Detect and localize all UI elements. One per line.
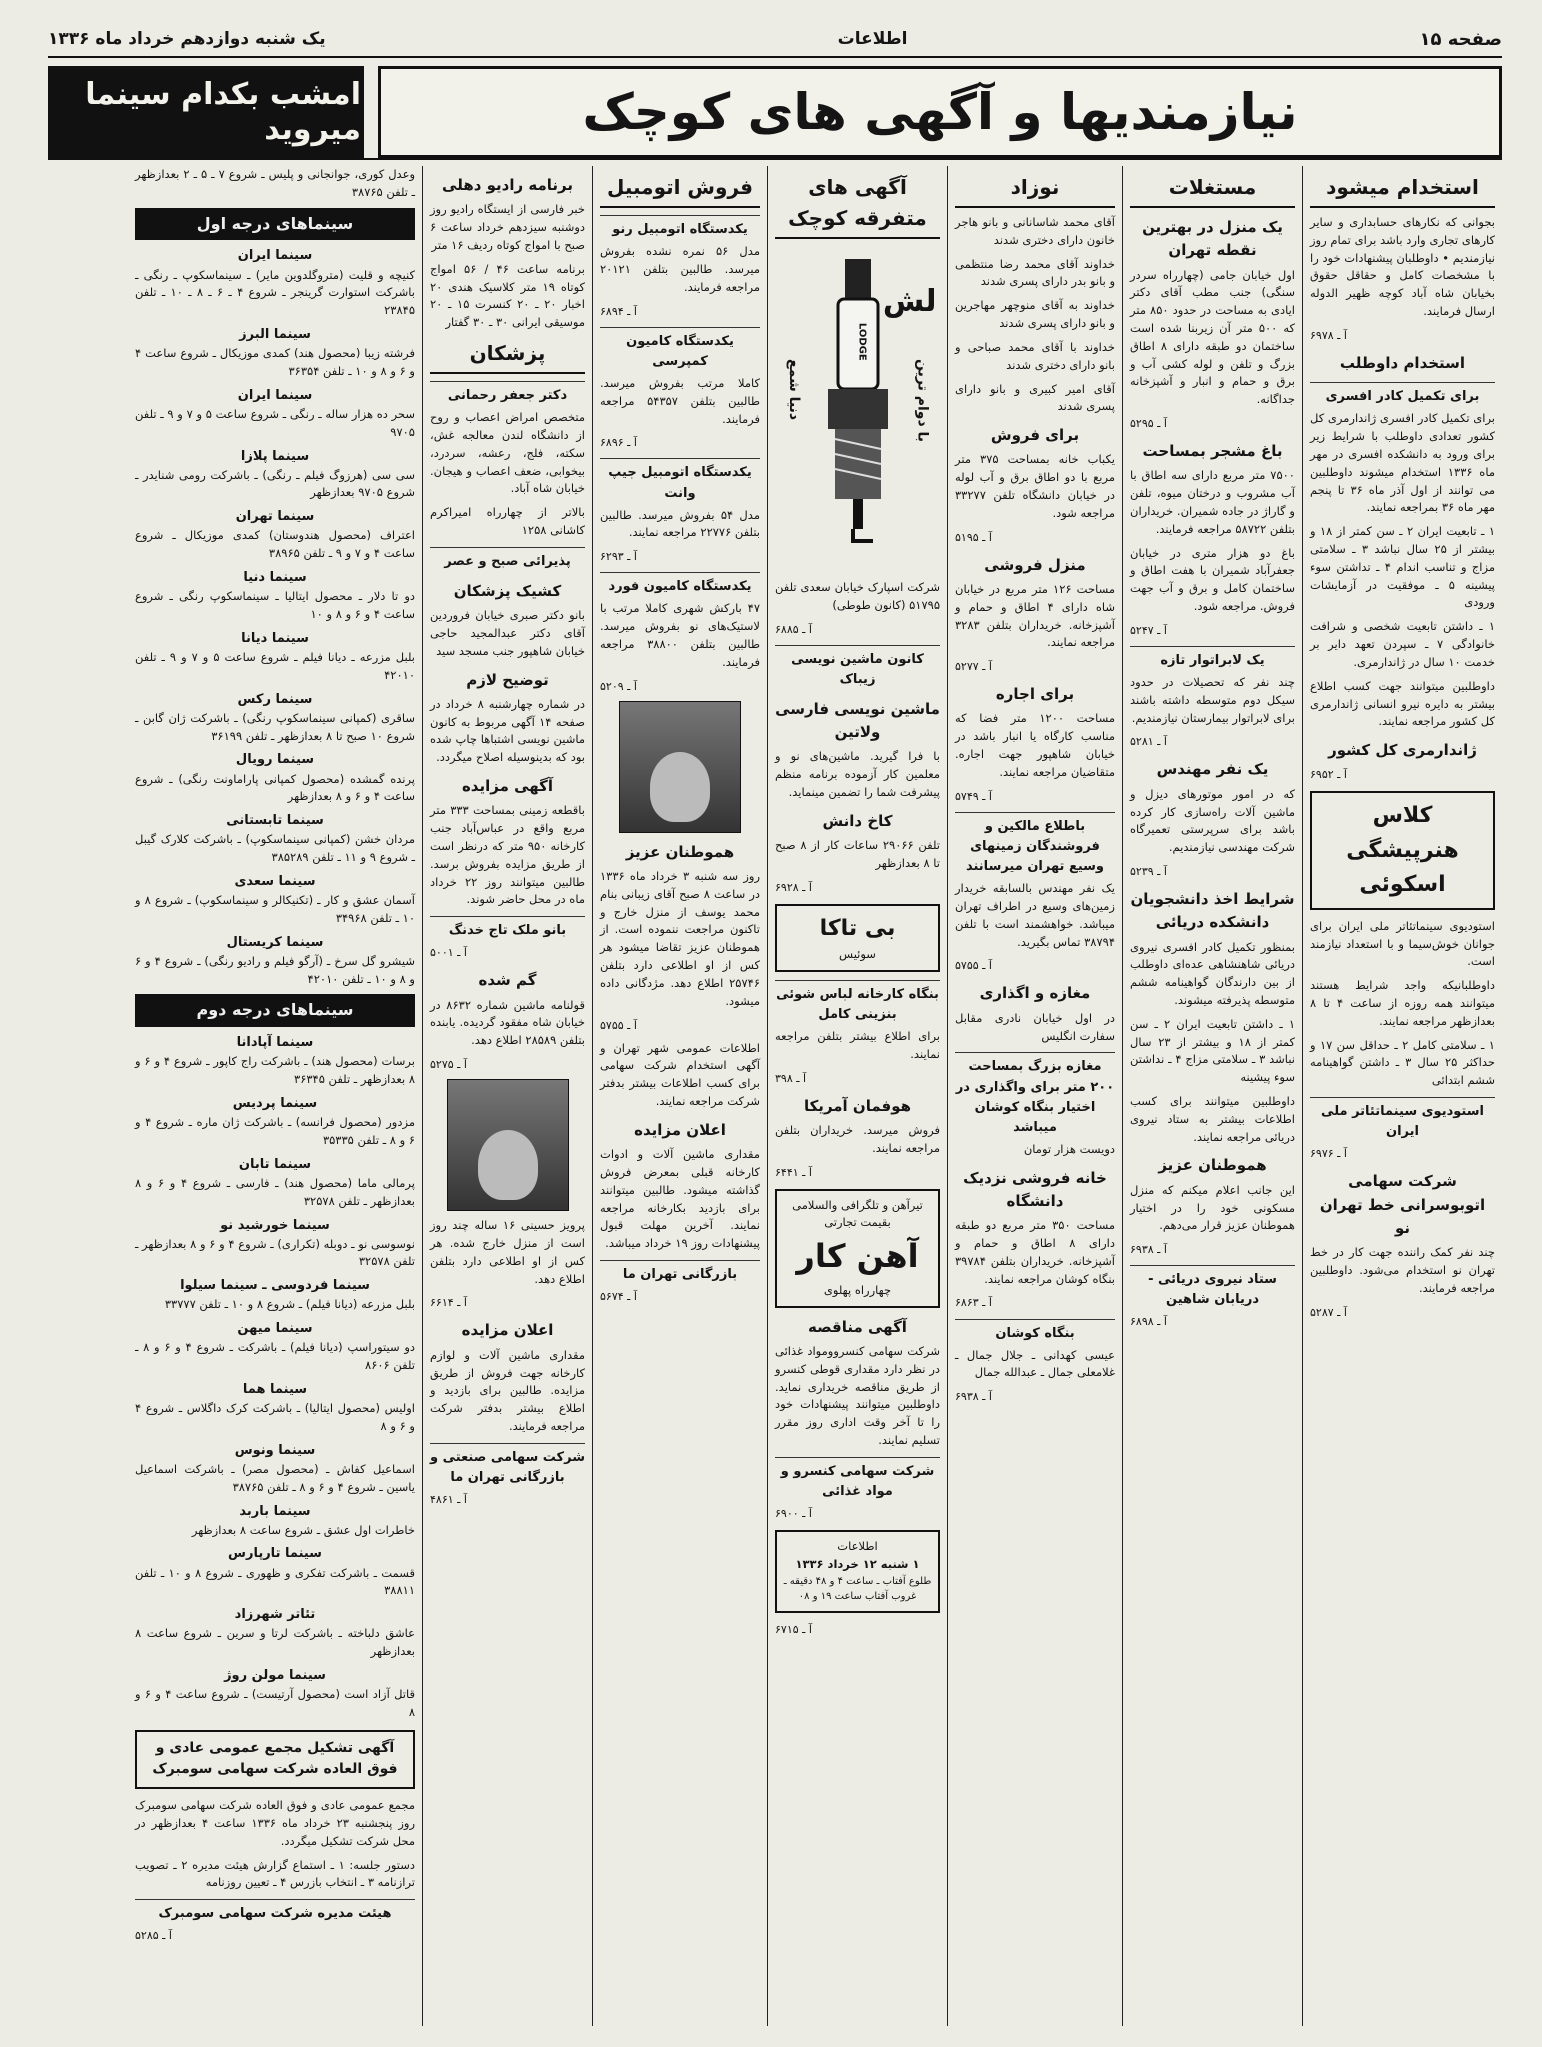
ad-code: آ ـ ۵۷۵۵ — [600, 1018, 637, 1032]
ad-heading: برای اجاره — [995, 685, 1075, 704]
ad-heading: مغازه و اگذاری — [979, 984, 1091, 1003]
cinema-program: پرنده گمشده (محصول کمپانی پاراماونت رنگی) ـ شروع ساعت ۴ و ۶ و ۸ بعدازظهر — [135, 771, 415, 804]
cinema-name: سینما باربد — [239, 1503, 311, 1519]
calendar-box — [775, 1530, 940, 1613]
ad-heading: باغ مشجر بمساحت — [1142, 442, 1283, 461]
ad-text: چند نفر که تحصیلات در حدود سیکل دوم متوسطه داشته باشند برای لابراتوار بیمارستان نیازمندیم. — [1130, 674, 1295, 725]
ad-text: چند نفر کمک راننده جهت کار در خط تهران نو استخدام می‌شود. داوطلبین مراجعه فرمایند. — [1310, 1245, 1495, 1295]
cinema-program: عاشق دلباخته ـ باشرکت لرتا و سرین ـ شروع ساعت ۸ بعدازظهر — [135, 1626, 415, 1659]
ad-text: داوطلبانیکه واجد شرایط هستند میتوانند همه روزه از ساعت ۴ تا ۸ بعدازظهر مراجعه نمایند. — [1310, 978, 1496, 1028]
cinema-listing — [135, 246, 415, 320]
page-number: صفحه ۱۵ — [1419, 28, 1502, 50]
ad-heading: یکدستگاه کامیون فورد — [600, 572, 760, 597]
plug-slogan: دنیا شمع — [786, 359, 803, 421]
ad-code: آ ـ ۵۶۷۴ — [600, 1290, 637, 1304]
steel-ad — [775, 1189, 940, 1308]
cinema-listing — [135, 325, 415, 381]
ad-code: آ ـ ۶۹۷۶ — [1310, 1147, 1347, 1161]
ad-code: آ ـ ۵۲۹۵ — [1130, 417, 1167, 430]
birth-notice: آقای محمد شاسانانی و بانو هاجر خانون دارای دختری شدند — [955, 215, 1115, 247]
cinema-program: بلبل مزرعه (دیانا فیلم) ـ شروع ۸ و ۱۰ ـ تلفن ۳۳۷۷۷ — [164, 1297, 415, 1312]
cinema-program: اسماعیل کفاش ـ (محصول مصر) ـ باشرکت اسماعیل یاسین ـ شروع ۴ و ۶ و ۸ ـ تلفن ۳۸۷۶۵ — [135, 1461, 415, 1494]
cinema-listing — [135, 690, 415, 746]
ad-subheading: مغازه بزرگ بمساحت ۲۰۰ متر برای واگذاری در اختیار بنگاه کوشان میباشد — [955, 1052, 1115, 1138]
ad-text: یک نفر مهندس بالسابقه خریدار زمین‌های وسیع در اطراف تهران میباشد. خواهشمند است با تلفن ۳۸۷۹۴ تماس بگیرید. — [955, 881, 1115, 949]
ad-text: متخصص امراض اعصاب و روح از دانشگاه لندن معالجه غش، سکته، فلج، رعشه، سردرد، بیخوابی، ضعف اعصاب و هیجان. خیابان شاه آباد. — [430, 410, 585, 496]
ad-code: آ ـ ۵۲۰۹ — [600, 679, 637, 693]
cinema-listing — [135, 1216, 415, 1272]
cinema-program: ساقری (کمپانی سینماسکوپ رنگی) ـ باشرکت ژان گابن ـ شروع ۱۰ صبح تا ۸ بعدازظهر ـ تلفن ۳۶۱۹۹ — [135, 710, 415, 743]
column-employment — [1302, 166, 1502, 2026]
ad-text: در اول خیابان نادری مقابل سفارت انگلیس — [955, 1010, 1115, 1043]
ad-code: آ ـ ۶۸۹۸ — [1130, 1315, 1167, 1329]
cinema-listing — [135, 1605, 415, 1661]
cinema-listing — [135, 750, 415, 806]
cinema-name: سینما فردوسی ـ سینما سیلوا — [180, 1278, 370, 1294]
ad-heading: منزل فروشی — [984, 555, 1086, 574]
cinema-banner — [48, 66, 364, 158]
ad-code: آ ـ ۶۹۷۸ — [1310, 328, 1347, 342]
cinema-program: کنیچه و قلیت (متروگلدوین مایر) ـ سینماسکوپ ـ رنگی ـ باشرکت استوارت گرینجر ـ شروع ۴ ـ ۶ ـ ۸ ـ ۱۰ ـ تلفن ۲۳۸۴۵ — [135, 267, 415, 318]
cinema-program: مردان خشن (کمپانی سینماسکوپ) ـ باشرکت کلارک گیبل ـ شروع ۹ و ۱۱ ـ تلفن ۳۸۵۲۸۹ — [135, 832, 415, 865]
classifieds-title: نیازمندیها و آگهی های کوچک — [582, 83, 1298, 141]
cinema-program: سی سی (هرزوگ فیلم ـ رنگی) ـ باشرکت رومی شنایدر ـ شروع ۹۷۰۵ بعدازظهر — [135, 467, 415, 500]
cinema-listing — [135, 1319, 415, 1375]
cinema-listing — [135, 1544, 415, 1600]
ad-heading: هوفمان آمریکا — [803, 1096, 912, 1115]
cinema-listing — [135, 447, 415, 503]
classifieds-banner — [378, 66, 1502, 158]
cinema-name: سینما تابستانی — [226, 813, 324, 829]
cinema-program: پرمالی ماما (محصول هند) ـ فارسی ـ شروع ۴ و ۶ و ۸ بعدازظهر ـ تلفن ۳۲۵۷۸ — [135, 1175, 415, 1208]
portrait-photo — [447, 1079, 569, 1211]
ad-text: برای تکمیل کادر افسری ژاندارمری کل کشور تعدادی داوطلب با شرایط زیر برای ورود به دانشکده افسری در مهر ماه ۱۳۳۶ استخدام میشوند داوطلبین می توانند از اول آذر ماه ۳۶ تا پنجم مهر ماه ۳۶ بمراجعه نمایند. — [1310, 411, 1495, 515]
brand-origin: سوئیس — [839, 946, 876, 961]
spark-plug-ad — [783, 249, 937, 569]
ad-code: آ ـ ۵۲۴۷ — [1130, 623, 1167, 637]
section-heading: برنامه رادیو دهلی — [442, 176, 573, 194]
cinema-listing — [135, 629, 415, 685]
ad-text: ۱ ـ داشتن تابعیت ایران ۲ ـ سن کمتر از ۱۸ و بیشتر از ۲۳ سال نباشد ۳ ـ سلامتی مزاج ۴ ـ نداشتن سوء پیشینه — [1130, 1016, 1296, 1085]
ad-text: بمنظور تکمیل کادر افسری نیروی دریائی شاهنشاهی عده‌ای داوطلب از بین دارندگان گواهینامه ششم متوسطه پذیرفته میشوند. — [1130, 939, 1295, 1007]
ad-text: این جانب اعلام میکنم که منزل مسکونی خود را در اختیار هموطنان عزیز قرار می‌دهم. — [1130, 1182, 1295, 1233]
page-header — [48, 22, 1502, 58]
ad-text: دستور جلسه: ۱ ـ استماع گزارش هیئت مدیره ۲ ـ تصویب ترازنامه ۳ ـ انتخاب بازرس ۴ ـ تعیین روزنامه — [135, 1857, 416, 1890]
ad-heading: کلاس هنرپیشگی اسکوئی — [1346, 803, 1459, 897]
ad-text: برای اطلاع بیشتر بتلفن مراجعه نمایند. — [775, 1029, 940, 1061]
ad-code: آ ـ ۶۸۹۴ — [600, 304, 637, 318]
ad-text: مدل ۵۴ بفروش میرسد. طالبین بتلفن ۲۲۷۷۶ مراجعه نمایند. — [600, 507, 760, 540]
ad-text: مساحت ۱۲۶ متر مربع در خیابان شاه دارای ۴ اطاق و حمام و آشپزخانه. خریداران بتلفن ۳۲۸۳ مراجعه نمایند. — [955, 581, 1115, 650]
cinema-program: دو تا دلار ـ محصول ایتالیا ـ سینماسکوپ رنگی ـ شروع ساعت ۴ و ۶ و ۸ و ۱۰ — [135, 589, 415, 622]
ad-text: بجوانی که نکارهای حسابداری و سایر کارهای تجاری وارد باشد برای تمام روز نیازمندیم • داوطلبان پیشنهادات خود را با مشخصات کامل و حقاقل حقوق بخیابان شاه آباد کوچه ظهیر الدوله ارسال فرمایند. — [1310, 215, 1495, 319]
cinema-listing — [135, 1276, 415, 1314]
ad-heading: خانه فروشی نزدیک دانشگاه — [963, 1168, 1107, 1210]
cinema-name: سینما میهن — [237, 1321, 313, 1337]
ad-code: آ ـ ۶۶۱۴ — [430, 1296, 467, 1310]
ad-code: آ ـ ۶۷۱۵ — [775, 1622, 812, 1636]
ad-text: عیسی کهدانی ـ جلال جمال ـ غلامعلی جمال ـ عبدالله جمال — [955, 1347, 1115, 1380]
ad-code: آ ـ ۶۹۳۸ — [955, 1390, 992, 1404]
ad-subheading: بقیمت تجارتی — [824, 1215, 891, 1230]
column-vehicles — [592, 166, 767, 2026]
cinema-name: سینما مولن روژ — [224, 1668, 326, 1684]
cinema-program: شیشرو گل سرخ ـ (آرگو فیلم و رادیو رنگی) ـ شروع ۴ و ۶ و ۸ و ۱۰ ـ تلفن ۴۲۰۱۰ — [135, 953, 415, 986]
ad-text: استودیوی سینماتئاتر ملی ایران برای جوانان خوش‌سیما و با استعداد نیازمند است. — [1310, 918, 1495, 969]
ad-text: ۱ ـ سلامتی کامل ۲ ـ حداقل سن ۱۷ و حداکثر ۲۵ سال ۳ ـ داشتن گواهینامه ششم ابتدائی — [1310, 1037, 1495, 1088]
cinema-name: سینما پلازا — [240, 448, 310, 464]
columns — [48, 166, 1502, 2026]
birth-notice: خداوند آقای محمد رضا منتظمی و بانو بدر دارای پسری شدند — [955, 256, 1115, 289]
ad-text: شرکت سهامی کنسروومواد غذائی در نظر دارد مقداری قوطی کنسرو از طریق مناقصه خریداری نماید. داوطلبین میتوانند پیشنهادات خود را تا آخر وقت اداری روز مقرر تسلیم نمایند. — [775, 1343, 940, 1447]
ad-text: در شماره چهارشنبه ۸ خرداد در صفحه ۱۴ آگهی مربوط به کانون ماشین نویسی اشتباها چاپ شده بود که بدینوسیله اصلاح میگردد. — [430, 696, 585, 765]
ad-heading: کانون ماشین نویسی زیباک — [775, 645, 940, 690]
section-heading: سینماهای درجه دوم — [135, 994, 415, 1027]
ad-heading: یکدستگاه کامیون کمپرسی — [600, 327, 760, 372]
ad-heading: هموطنان عزیز — [625, 842, 735, 861]
cinema-program: دو سیتوراسپ (دیانا فیلم) ـ باشرکت ـ شروع ۴ و ۶ و ۸ ـ تلفن ۸۶۰۶ — [135, 1340, 415, 1373]
ad-code: آ ـ ۵۲۷۷ — [955, 660, 992, 674]
section-heading: پزشکان — [430, 338, 585, 374]
ad-heading: گم شده — [478, 971, 537, 990]
sun-times: طلوع آفتاب ـ ساعت ۴ و ۴۸ دقیقه ـ غروب آفتاب ساعت ۱۹ و ۰۸ — [783, 1575, 932, 1603]
meeting-notice — [135, 1730, 415, 1789]
ad-heading: توضیح لازم — [466, 670, 549, 689]
ad-text: مقداری ماشین آلات و ادوات کارخانه قبلی بمعرض فروش گذاشته میشود. طالبین میتوانند برای بازدید بکارخانه مراجعه نمایند. آخرین مهلت قبول پیشنهادات روز ۱۹ خرداد میباشد. — [600, 1147, 760, 1251]
cinema-program: قاتل آزاد است (محصول آرتیست) ـ شروع ساعت ۴ و ۶ و ۸ — [135, 1687, 415, 1719]
ad-heading: یک نفر مهندس — [1156, 760, 1269, 779]
cinema-program: نوسوسی نو ـ دوبله (تکراری) ـ شروع ۴ و ۶ و ۸ بعدازظهر ـ تلفن ۳۲۵۷۸ — [135, 1236, 415, 1269]
brand-name: بی تاکا — [819, 915, 896, 941]
bata-ad — [775, 904, 940, 972]
plug-brand: LODGE — [856, 322, 868, 361]
ad-text: کاملا مرتب بفروش میرسد. طالبین بتلفن ۵۴۳۵۷ مراجعه فرمایند. — [600, 375, 761, 426]
newspaper-name: اطلاعات — [837, 29, 908, 49]
ad-text: بالاتر از چهارراه امیراکرم کاشانی ۱۲۵۸ — [430, 505, 585, 537]
cinema-listing — [135, 933, 415, 989]
stamp-text: اطلاعات — [837, 1539, 878, 1554]
ad-text: مدل ۵۶ نمره نشده بفروش میرسد. طالبین بتلفن ۲۰۱۲۱ مراجعه فرمایند. — [600, 244, 760, 294]
ad-heading: یک لابراتوار تازه — [1130, 646, 1295, 671]
cinema-listing — [135, 1094, 415, 1150]
column-misc-ads — [767, 166, 947, 2026]
cinema-listing — [135, 1155, 415, 1211]
cinema-list-second — [135, 1033, 415, 1722]
portrait-head — [478, 1130, 538, 1200]
ad-box — [1310, 791, 1495, 909]
birth-notice: آقای امیر کبیری و بانو دارای پسری شدند — [955, 381, 1115, 414]
ad-signature: هیئت مدیره شرکت سهامی سومبرک — [135, 1899, 415, 1924]
cinema-listing — [135, 568, 415, 624]
ad-heading: آگهی تشکیل مجمع عمومی عادی و فوق العاده شرکت سهامی سومبرک — [152, 1739, 398, 1778]
ad-text: با فرا گیرید. ماشین‌های نو و معلمین کار آزموده برنامه منظم پیشرفت شما را تضمین مینماید. — [775, 749, 940, 800]
cinema-program: خاطرات اول عشق ـ شروع ساعت ۸ بعدازظهر — [191, 1522, 415, 1537]
ad-heading: اعلان مزایده — [461, 1321, 554, 1340]
cinema-name: سینما خورشید نو — [220, 1217, 330, 1233]
ad-text: مساحت ۱۲۰۰ متر فضا که مناسب کارگاه یا انبار باشد در خیابان شاهپور جهت اجاره. متقاضیان مراجعه نمایند. — [955, 711, 1115, 779]
ad-signature: ژاندارمری کل کشور — [1328, 741, 1477, 760]
ad-text: که در امور موتورهای دیزل و ماشین آلات راه‌سازی کار کرده باشد برای سرپرستی تعمیرگاه شرکت مهندسی نیازمندیم. — [1130, 786, 1295, 855]
ad-text: پرویز حسینی ۱۶ ساله چند روز است از منزل خارج شده. هر کس از او اطلاعی دارد بتلفن اطلاع دهد. — [430, 1218, 585, 1286]
ad-heading: شرایط اخذ دانشجویان دانشکده دریائی — [1130, 890, 1295, 932]
cinema-listing — [135, 1033, 415, 1089]
cinema-name: سینما ایران — [237, 387, 313, 403]
ad-text: داوطلبین میتوانند برای کسب اطلاعات بیشتر به ستاد نیروی دریائی مراجعه نمایند. — [1130, 1094, 1295, 1144]
ad-signature: شرکت سهامی کنسرو و مواد غذائی — [775, 1457, 940, 1502]
cinema-listing — [135, 811, 415, 867]
ad-code: آ ـ ۶۸۶۳ — [955, 1296, 992, 1310]
section-heading: مستغلات — [1130, 172, 1295, 208]
ad-code: آ ـ ۶۲۹۳ — [600, 550, 637, 564]
cinema-listing — [135, 1380, 415, 1436]
cinema-name: سینما تابان — [238, 1156, 312, 1172]
calendar-date: ۱ شنبه ۱۲ خرداد ۱۳۳۶ — [795, 1556, 920, 1571]
ad-text: تلفن ۲۹۰۶۶ ساعات کار از ۸ صبح تا ۸ بعدازظهر — [775, 838, 940, 870]
cinema-name: سینما تارپارس — [228, 1546, 322, 1562]
ad-text: ۷۵۰۰ متر مربع دارای سه اطاق با آب مشروب و درختان میوه، تلفن و گاراژ در جاده شمیران. خریداران بتلفن ۵۸۷۲۲ مراجعه فرمایند. — [1130, 468, 1295, 536]
ad-subheading: چهارراه پهلوی — [823, 1282, 892, 1297]
ad-text: ۴۷ بارکش شهری کاملا مرتب با لاستیک‌های نو بفروش میرسد. طالبین بتلفن ۳۸۸۰۰ مراجعه فرمایند. — [600, 601, 761, 669]
ad-text: ۱ ـ داشتن تابعیت شخصی و شرافت خانوادگی ۷ ـ سپردن تعهد دایر بر خدمت ۱۰ سال در ژاندارمری. — [1310, 619, 1495, 669]
ad-text: مجمع عمومی عادی و فوق العاده شرکت سهامی سومبرک روز پنجشنبه ۲۳ خرداد ماه ۱۳۳۶ ساعت ۴ بعدازظهر در محل شرکت تشکیل میگردد. — [135, 1798, 415, 1848]
ad-text: باغ دو هزار متری در خیابان جعفرآباد شمیران با هفت اطاق و ساختمان کامل و برق و آب جهت فروش. مراجعه شود. — [1130, 545, 1295, 613]
ad-heading: کشیک پزشکان — [453, 581, 562, 600]
ad-text: قولنامه ماشین شماره ۸۶۳۲ در خیابان شاه مفقود گردیده. یابنده بتلفن ۲۸۵۸۹ اطلاع دهد. — [430, 997, 585, 1048]
banner-row — [48, 66, 1502, 160]
cinema-name: سینما دیانا — [241, 630, 309, 646]
cinema-name: سینما رکس — [237, 691, 313, 707]
cinema-program: بلبل مزرعه ـ دیانا فیلم ـ شروع ساعت ۵ و ۷ و ۹ ـ تلفن ۴۲۰۱۰ — [135, 649, 415, 682]
column-cinemas — [128, 166, 422, 2026]
ad-code: آ ـ ۵۷۵۵ — [955, 959, 992, 973]
section-heading: آگهی های متفرقه کوچک — [775, 172, 940, 239]
ad-text: یکباب خانه بمساحت ۳۷۵ متر مربع با دو اطاق برق و آب لوله در خیابان دانشگاه تلفن ۳۳۲۷۷ مراجعه شود. — [955, 452, 1115, 520]
ad-code: آ ـ ۶۸۹۶ — [600, 436, 637, 450]
ad-text: ۱ ـ تابعیت ایران ۲ ـ سن کمتر از ۱۸ و بیشتر از ۲۵ سال نباشد ۳ ـ سلامتی مزاج و تناسب اندام ۴ ـ تداشتن سوء پیشینه ۵ ـ موفقیت در آزمایشات ورودی — [1310, 524, 1495, 610]
ad-code: آ ـ ۵۲۳۹ — [1130, 864, 1167, 878]
cinema-program: فرشته زیبا (محصول هند) کمدی موزیکال ـ شروع ساعت ۴ و ۶ و ۸ و ۱۰ ـ تلفن ۳۶۳۵۴ — [135, 346, 415, 378]
cinema-name: سینما تهران — [235, 509, 315, 525]
ad-text: دویست هزار تومان — [1023, 1141, 1115, 1156]
cinema-program: اعتراف (محصول هندوستان) کمدی موزیکال ـ شروع ساعت ۴ و ۷ و ۹ ـ تلفن ۳۸۹۶۵ — [135, 528, 415, 561]
ad-signature: ستاد نیروی دریائی - دریابان شاهین — [1130, 1265, 1295, 1310]
ad-text: برنامه ساعت ۴۶ / ۵۶ امواج کوتاه ۱۹ متر کلاسیک هندی ۲۰ اخبار ۲۰ ـ ۲۰ کنسرت ۱۵ ـ ۲۰ موسیقی ایرانی ۳۰ ـ ۳۰ گفتار — [430, 261, 586, 330]
section-heading: سینماهای درجه اول — [135, 208, 415, 241]
ad-code: آ ـ ۵۰۰۱ — [430, 946, 467, 960]
ad-text: بانو دکتر صبری خیابان فروردین آقای دکتر عبدالمجید حاجی خیابان شاهپور جنب مسجد سید — [430, 608, 585, 658]
ad-heading: آگهی مناقصه — [808, 1317, 907, 1336]
ad-subheading: تیرآهن و تلگرافی والسلامی — [792, 1197, 923, 1212]
ad-heading: شرکت سهامی اتوبوسرانی خط تهران نو — [1319, 1172, 1486, 1237]
cinema-name: سینما ونوس — [234, 1442, 316, 1458]
cinema-name: سینما سعدی — [234, 873, 316, 889]
cinema-name: سینما دنیا — [243, 570, 307, 586]
cinema-listing — [135, 1502, 415, 1540]
ad-text: شرکت اسپارک خیابان سعدی تلفن ۵۱۷۹۵ (کانون طوطی) — [775, 580, 940, 612]
cinema-list-first — [135, 246, 415, 988]
ad-text: روز سه شنبه ۳ خرداد ماه ۱۳۳۶ در ساعت ۸ صبح آقای زیبانی بنام محمد یوسف از منزل خارج و تاکنون مراجعت ننموده است. از هموطنان عزیز تقاضا میشود هر کس از او اطلاعی دارد بتلفن ۲۵۷۴۶ اطلاع دهد. مژدگانی داده میشود. — [600, 869, 760, 1008]
birth-notice: خداوند با آقای محمد صباحی و بانو دارای دختری شدند — [955, 339, 1115, 372]
ad-code: آ ـ ۶۸۸۵ — [775, 622, 812, 636]
ad-code: آ ـ ۶۹۵۲ — [1310, 768, 1347, 782]
ad-signature: شرکت سهامی صنعتی و بازرگانی تهران ما — [430, 1443, 585, 1488]
ad-signature: بانو ملک تاج خدنگ — [430, 916, 585, 941]
portrait-head — [650, 752, 710, 822]
ad-heading: ماشین نویسی فارسی ولاتین — [775, 699, 940, 742]
ad-code: آ ـ ۴۸۶۱ — [430, 1493, 467, 1507]
column-real-estate — [1122, 166, 1302, 2026]
ad-code: آ ـ ۵۱۹۵ — [955, 530, 992, 544]
ad-signature: بنگاه کوشان — [955, 1319, 1115, 1344]
ad-text: مساحت ۳۵۰ متر مربع دو طبقه دارای ۸ اطاق و حمام و آشپزخانه. خریداران بتلفن ۳۹۷۸۴ بنگاه کوشان مراجعه نمایند. — [955, 1218, 1115, 1286]
portrait-photo — [619, 701, 741, 833]
ad-heading: آگهی مزایده — [461, 777, 554, 796]
cinema-listing — [135, 1666, 415, 1722]
ad-code: آ ـ ۵۲۷۵ — [430, 1058, 467, 1072]
cinema-program: سحر ده هزار ساله ـ رنگی ـ شروع ساعت ۵ و ۷ و ۹ ـ تلفن ۹۷۰۵ — [135, 406, 415, 439]
cinema-program: برسات (محصول هند) ـ باشرکت راج کاپور ـ شروع ۴ و ۶ و ۸ بعدازظهر ـ تلفن ۳۶۳۴۵ — [135, 1054, 415, 1087]
cinema-name: تئاتر شهرزاد — [234, 1607, 316, 1623]
ad-signature: بازرگانی تهران ما — [600, 1260, 760, 1285]
ad-heading: استخدام داوطلب — [1339, 353, 1466, 372]
ad-heading: هموطنان عزیز — [1158, 1156, 1267, 1175]
ad-text: داوطلبین میتوانند جهت کسب اطلاع بیشتر به دایره نیرو انسانی ژاندارمری کل کشور مراجعه نمایند. — [1310, 678, 1495, 729]
brand-name: آهن کار — [796, 1237, 919, 1276]
ad-text: اول خیابان جامی (چهارراه سردر سنگی) جنب مطب آقای دکتر ایادی به مساحت در حدود ۸۵۰ متر که ۵۰۰ متر آن زیربنا شده است ساختمان دو طبقه دارای ۸ اطاق بزرگ و تلفن و لوله کشی آب و برق و حمام و انبار و آشپزخانه جداگانه. — [1130, 267, 1296, 407]
cinema-listing — [135, 1441, 415, 1497]
ad-text: اطلاعات عمومی شهر تهران و آگهی استخدام شرکت سهامی برای کسب اطلاعات بیشتر بدفتر شرکت مراجعه نمایند. — [600, 1040, 760, 1109]
issue-date: یک شنبه دوازدهم خرداد ماه ۱۳۳۶ — [48, 29, 326, 49]
ad-heading: یکدستگاه اتومبیل رنو — [600, 215, 760, 240]
ad-heading: دکتر جعفر رحمانی — [430, 381, 585, 406]
section-heading: فروش اتومبیل — [600, 172, 760, 208]
cinema-name: سینما پردیس — [232, 1095, 318, 1111]
ad-code: آ ـ ۳۹۸ — [775, 1071, 807, 1085]
ad-heading: اعلان مزایده — [634, 1120, 726, 1139]
cinema-listing — [135, 386, 415, 442]
cinema-title: امشب بکدام سینما میروید — [85, 77, 361, 147]
ad-text: مقداری ماشین آلات و لوازم کارخانه جهت فروش از طریق مزایده. طالبین برای بازدید و اطلاع بیشتر بدفتر شرکت مراجعه فرمایند. — [430, 1347, 585, 1433]
cinema-name: سینما آپادانا — [236, 1035, 314, 1051]
ad-signature: استودیوی سینماتئاتر ملی ایران — [1310, 1097, 1495, 1142]
ad-code: آ ـ ۶۹۳۸ — [1130, 1243, 1167, 1257]
ad-heading: بنگاه کارخانه لباس شوئی بنزینی کامل — [775, 980, 940, 1025]
plug-slogan: با دوام ترین — [914, 359, 931, 443]
cinema-program: آسمان عشق و کار ـ (تکنیکالر و سینماسکوپ) ـ شروع ۸ و ۱۰ ـ تلفن ۳۴۹۶۸ — [135, 893, 415, 925]
ad-code: آ ـ ۶۹۲۸ — [775, 880, 812, 894]
ad-code: آ ـ ۵۲۸۷ — [1310, 1305, 1347, 1319]
cinema-program: اولیس (محصول ایتالیا) ـ باشرکت کرک داگلاس ـ شروع ۴ و ۶ و ۸ — [135, 1401, 415, 1433]
cinema-name: سینما رویال — [235, 752, 315, 768]
cinema-program: مزدور (محصول فرانسه) ـ باشرکت ژان ماره ـ شروع ۴ و ۶ و ۸ ـ تلفن ۳۵۳۳۵ — [135, 1115, 415, 1147]
ad-text: فروش میرسد. خریداران بتلفن مراجعه نمایند. — [775, 1122, 940, 1155]
ad-heading: باطلاع مالکین و فروشندگان زمینهای وسیع تهران میرسانند — [955, 812, 1115, 877]
ad-text: وعدل کوری، جوانجانی و پلیس ـ شروع ۷ ـ ۵ ـ ۲ بعدازظهر ـ تلفن ۳۸۷۶۵ — [135, 167, 416, 199]
ad-heading: یکدستگاه اتومبیل جیپ وانت — [600, 458, 760, 503]
cinema-listing — [135, 507, 415, 563]
ad-code: آ ـ ۵۲۸۵ — [135, 1929, 172, 1943]
cinema-name: سینما کریستال — [226, 934, 324, 950]
ad-code: آ ـ ۶۴۴۱ — [775, 1165, 812, 1179]
ad-code: آ ـ ۵۷۴۹ — [955, 789, 992, 803]
ad-code: آ ـ ۵۲۸۱ — [1130, 735, 1167, 749]
ad-heading: برای فروش — [990, 426, 1080, 445]
birth-notice: خداوند به آقای منوچهر مهاجرین و بانو دارای پسری شدند — [955, 298, 1115, 331]
ad-heading: کاخ دانش — [822, 811, 893, 830]
ad-heading: یک منزل در بهترین نقطه تهران — [1142, 218, 1283, 260]
ad-subheading: پذیرائی صبح و عصر — [430, 547, 585, 572]
column-births-sales — [947, 166, 1122, 2026]
ad-text: باقطعه زمینی بمساحت ۳۳۳ متر مربع واقع در عباس‌آباد جنب کارخانه ۹۵۰ متر که درنظر است از طریق مزایده بفروش برسد. طالبین میتوانند روز ۲۲ خرداد ماه در محل حاضر شوند. — [430, 803, 585, 907]
ad-subheading: برای تکمیل کادر افسری — [1310, 382, 1495, 407]
ad-code: آ ـ ۶۹۰۰ — [775, 1507, 812, 1521]
cinema-listing — [135, 872, 415, 928]
cinema-name: سینما ایران — [237, 248, 313, 264]
ad-text: خبر فارسی از ایستگاه رادیو روز دوشنبه سیزدهم خرداد ساعت ۶ صبح با امواج کوتاه ردیف ۱۶ متر — [430, 202, 585, 252]
cinema-name: سینما هما — [242, 1382, 308, 1397]
cinema-program: قسمت ـ باشرکت تفکری و ظهوری ـ شروع ۸ و ۱۰ ـ تلفن ۳۸۸۱۱ — [135, 1565, 415, 1598]
section-heading: استخدام میشود — [1310, 172, 1495, 208]
plug-label: لش — [882, 284, 937, 319]
cinema-name: سینما البرز — [239, 327, 311, 342]
section-heading: نوزاد — [955, 172, 1115, 208]
column-radio-doctors — [422, 166, 592, 2026]
